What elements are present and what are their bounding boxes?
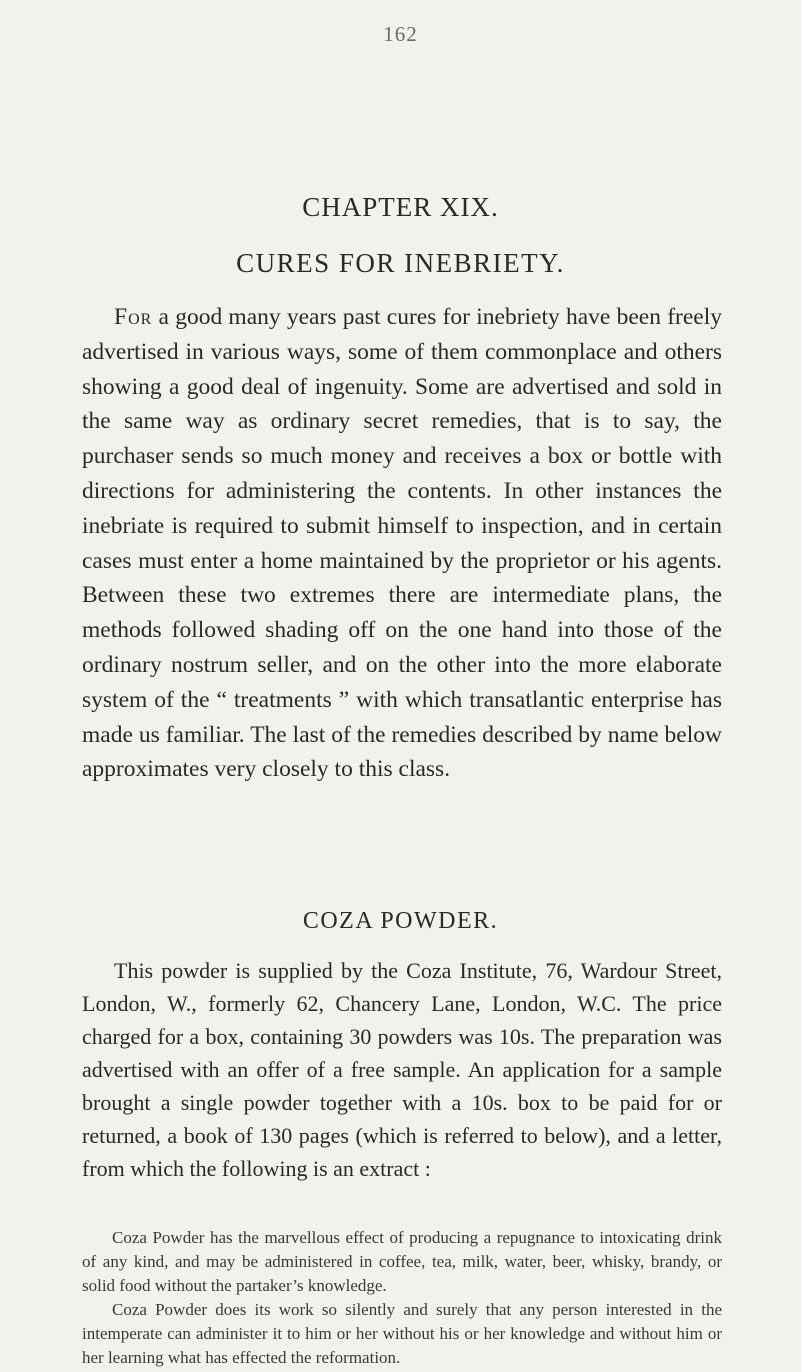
intro-lead-word: For — [114, 304, 153, 330]
extract-paragraph-1: Coza Powder has the marvellous effect of producing a repugnance to intoxicating drink of any kind, and may be administered in coffee, tea, milk, water, beer, whisky, brandy, or solid food without the partaker’s knowledge. — [82, 1228, 722, 1295]
page-number: 162 — [383, 22, 418, 46]
intro-paragraph — [82, 300, 722, 787]
extract-paragraph-2: Coza Powder does its work so silently and surely that any person interested in the intemperate can administer it to him or her without his or her knowledge and without him or her learning what has effected the reformation. — [82, 1300, 722, 1367]
section-title: COZA POWDER. — [302, 908, 499, 934]
section-paragraph: This powder is supplied by the Coza Institute, 76, Wardour Street, London, W., formerly 62, Chancery Lane, London, W.C. The price charged for a box, containing 30 powders was 10s. The preparation was advertised with an offer of a free sample. An application for a sample brought a single powder together with a 10s. box to be paid for or returned, a book of 130 pages (which is referred to below), and a letter, from which the following is an extract : — [82, 958, 722, 1181]
chapter-title: CURES FOR INEBRIETY. — [236, 248, 565, 278]
chapter-number: CHAPTER XIX. — [302, 192, 499, 222]
intro-text: a good many years past cures for inebriety have been freely advertised in various ways, some of them commonplace and others showing a good deal of ingenuity. Some are advertised and sold in the same way as ordinary secret remedies, that is to say, the purchaser sends so much money and receives a box or bottle with directions for administering the contents. In other instances the inebriate is required to submit himself to inspection, and in certain cases must enter a home maintained by the proprietor or his agents. Between these two extremes there are intermediate plans, the methods followed shading off on the one hand into those of the ordinary nostrum seller, and on the other into the more elaborate system of the “ treatments ” with which transatlantic enterprise has made us familiar. The last of the remedies described by name below approximates very closely to this class. — [82, 304, 722, 783]
